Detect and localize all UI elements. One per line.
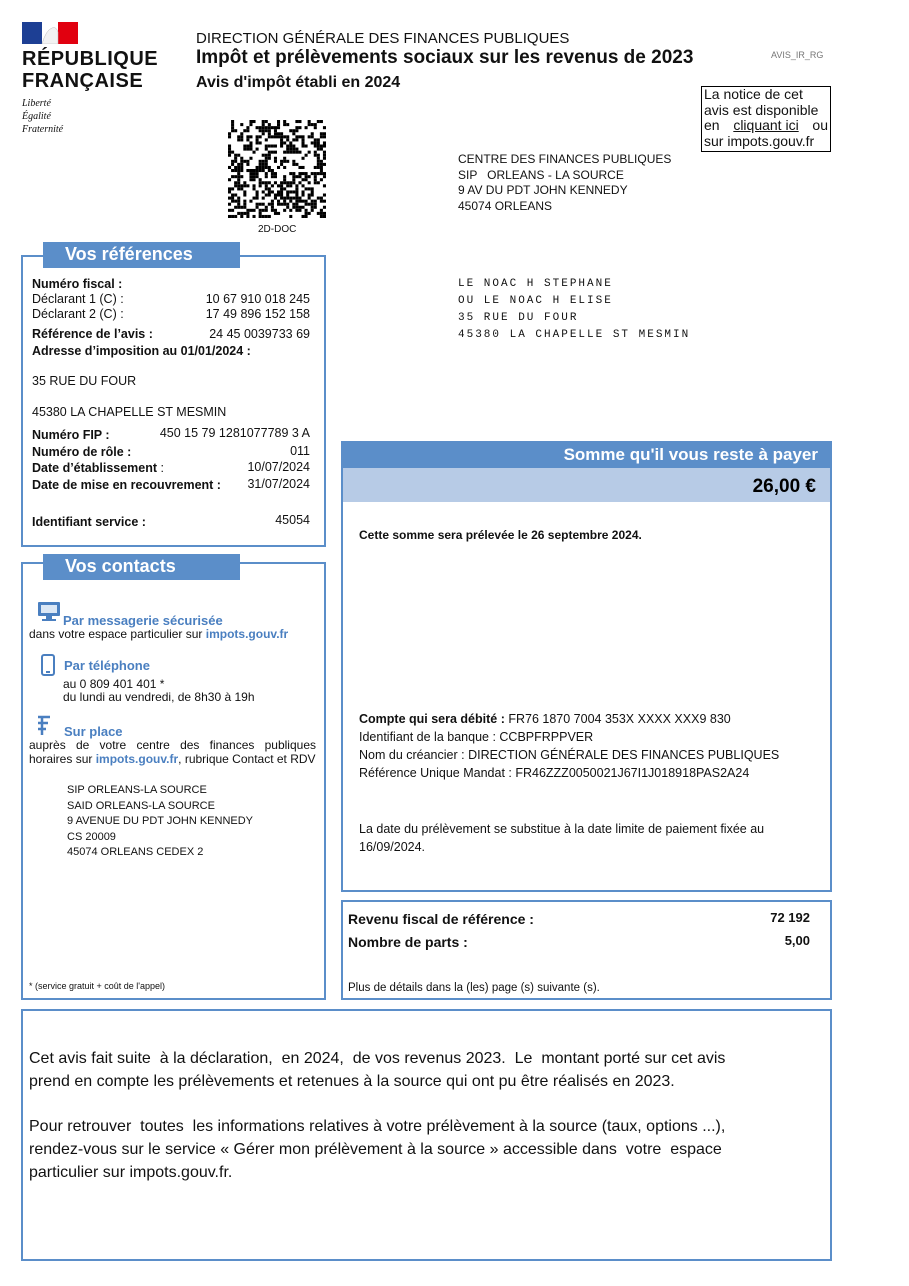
details-text: Plus de détails dans la (les) page (s) suivante (s).: [348, 982, 600, 994]
page-subtitle: Avis d'impôt établi en 2024: [196, 74, 401, 91]
marianne-logo: [22, 22, 159, 137]
declarant1-label: Déclarant 1 (C) :: [32, 292, 124, 306]
center-line1: CENTRE DES FINANCES PUBLIQUES: [458, 152, 672, 166]
center-line3: 9 AV DU PDT JOHN KENNEDY: [458, 183, 628, 197]
recipient-line1: LE NOAC H STEPHANE: [458, 278, 613, 290]
marianne-flag-icon: [22, 22, 78, 44]
adresse-line2: 45380 LA CHAPELLE ST MESMIN: [32, 405, 227, 419]
rfr-value: 72 192: [770, 910, 810, 925]
declarant1-value: 10 67 910 018 245: [205, 292, 310, 306]
motto-liberte: Liberté: [22, 98, 51, 109]
surplace-title: Sur place: [64, 724, 123, 739]
messagerie-link[interactable]: impots.gouv.fr: [205, 627, 289, 641]
info-p1-line1: Cet avis fait suite à la déclaration, en 2024, de vos revenus 2023. Le montant porté sur cet avis: [29, 1050, 726, 1067]
republic-line2: FRANÇAISE: [22, 70, 144, 92]
notice-line1: La notice de cet: [704, 86, 803, 102]
etab-label-row: Date d’établissement :: [32, 461, 164, 475]
notice-link[interactable]: cliquant ici: [733, 117, 799, 133]
compte-value: FR76 1870 7004 353X XXXX XXX9 830: [508, 712, 731, 726]
service-value: 45054: [275, 513, 310, 527]
compte-line: Compte qui sera débité : FR76 1870 7004 353X XXXX XXX9 830: [359, 712, 731, 726]
page-title: Impôt et prélèvements sociaux sur les revenus de 2023: [196, 47, 694, 68]
references-title: Vos références: [43, 242, 240, 268]
motto-fraternite: Fraternité: [22, 124, 64, 135]
sip-address: [67, 783, 253, 861]
notice-line4: sur impots.gouv.fr: [704, 132, 815, 149]
info-p2-line2: rendez-vous sur le service « Gérer mon prélèvement à la source » accessible dans votre espace: [29, 1141, 722, 1158]
telephone-hours: du lundi au vendredi, de 8h30 à 19h: [63, 690, 255, 704]
sip-addr1: SIP ORLEANS-LA SOURCE: [67, 784, 207, 796]
center-line4: 45074 ORLEANS: [458, 198, 553, 213]
recipient-line4: 45380 LA CHAPELLE ST MESMIN: [458, 329, 691, 341]
computer-icon: [37, 601, 61, 623]
creancier: Nom du créancier : DIRECTION GÉNÉRALE DES FINANCES PUBLIQUES: [359, 748, 780, 762]
tax-center-address: [458, 152, 671, 214]
place-marker-icon: [34, 715, 54, 737]
service-label: Identifiant service :: [32, 515, 146, 529]
recouv-label: Date de mise en recouvrement :: [32, 478, 221, 492]
contacts-footnote: * (service gratuit + coût de l'appel): [29, 981, 166, 991]
rfr-label: Revenu fiscal de référence :: [348, 911, 534, 927]
payment-note-line2: 16/09/2024.: [359, 840, 426, 854]
role-label: Numéro de rôle :: [32, 445, 132, 459]
surplace-text1: auprès de votre centre des finances publiques: [29, 738, 316, 752]
telephone-title: Par téléphone: [64, 658, 150, 673]
etab-label: Date d’établissement: [32, 461, 158, 475]
recouv-value: 31/07/2024: [247, 477, 310, 491]
notice-box: [701, 86, 831, 152]
role-value: 011: [290, 444, 310, 458]
etab-value: 10/07/2024: [247, 460, 310, 474]
qr-label: 2D-DOC: [258, 224, 297, 235]
messagerie-text: dans votre espace particulier sur impots.gouv.fr: [29, 627, 289, 641]
dgfip-label: DIRECTION GÉNÉRALE DES FINANCES PUBLIQUES: [196, 30, 570, 47]
surplace-text2: horaires sur impots.gouv.fr, rubrique Contact et RDV: [29, 752, 316, 766]
motto-egalite: Égalité: [22, 111, 51, 122]
ref-avis-label: Référence de l’avis :: [32, 327, 153, 341]
parts-label: Nombre de parts :: [348, 934, 468, 950]
mandat-ref: Référence Unique Mandat : FR46ZZZ0050021J67I1J018918PAS2A24: [359, 766, 750, 780]
info-paragraph1: [29, 1047, 827, 1093]
adresse-line1: 35 RUE DU FOUR: [32, 374, 137, 388]
info-p2-line1: Pour retrouver toutes les informations relatives à votre prélèvement à la source (taux, options ...),: [29, 1118, 726, 1135]
info-p1-line2: prend en compte les prélèvements et retenues à la source qui ont pu être réalisés en 2023.: [29, 1073, 675, 1090]
recipient-line2: OU LE NOAC H ELISE: [458, 295, 613, 307]
center-line2: SIP ORLEANS - LA SOURCE: [458, 167, 624, 182]
info-p2-line3: particulier sur impots.gouv.fr.: [29, 1164, 233, 1181]
recipient-address: [458, 276, 690, 344]
republic-line1: RÉPUBLIQUE: [22, 48, 159, 70]
prelevement-date: Cette somme sera prélevée le 26 septembre 2024.: [359, 528, 642, 542]
payment-header: Somme qu'il vous reste à payer: [341, 441, 832, 468]
contacts-title: Vos contacts: [43, 554, 240, 580]
fip-value: 450 15 79 1281077789 3 A: [159, 426, 310, 440]
numero-fiscal-label: Numéro fiscal :: [32, 277, 123, 291]
info-paragraph2: [29, 1115, 827, 1184]
declarant2-value: 17 49 896 152 158: [205, 307, 310, 321]
telephone-number: au 0 809 401 401 *: [63, 677, 165, 691]
notice-line3: en cliquant ici ou: [704, 117, 828, 133]
parts-value: 5,00: [784, 933, 810, 948]
sip-addr3: 9 AVENUE DU PDT JOHN KENNEDY: [67, 815, 254, 827]
messagerie-title: Par messagerie sécurisée: [63, 613, 223, 628]
recipient-line3: 35 RUE DU FOUR: [458, 312, 579, 324]
sip-addr2: SAID ORLEANS-LA SOURCE: [67, 799, 215, 812]
adresse-imposition-label: Adresse d’imposition au 01/01/2024 :: [32, 344, 251, 358]
notice-line2: avis est disponible: [704, 101, 819, 118]
phone-icon: [41, 654, 55, 676]
payment-amount: 26,00 €: [341, 468, 832, 502]
qr-code: [228, 120, 326, 218]
qr-code-icon: [228, 120, 326, 218]
document-code: AVIS_IR_RG: [771, 50, 824, 60]
payment-note-line1: La date du prélèvement se substitue à la date limite de paiement fixée au: [359, 822, 765, 836]
ref-avis-value: 24 45 0039733 69: [209, 327, 310, 341]
declarant2-label: Déclarant 2 (C) :: [32, 307, 124, 321]
banque-id: Identifiant de la banque : CCBPFRPPVER: [359, 730, 594, 744]
sip-addr5: 45074 ORLEANS CEDEX 2: [67, 846, 204, 858]
sip-addr4: CS 20009: [67, 830, 116, 843]
fip-label: Numéro FIP :: [32, 428, 110, 442]
surplace-link[interactable]: impots.gouv.fr: [95, 752, 179, 766]
